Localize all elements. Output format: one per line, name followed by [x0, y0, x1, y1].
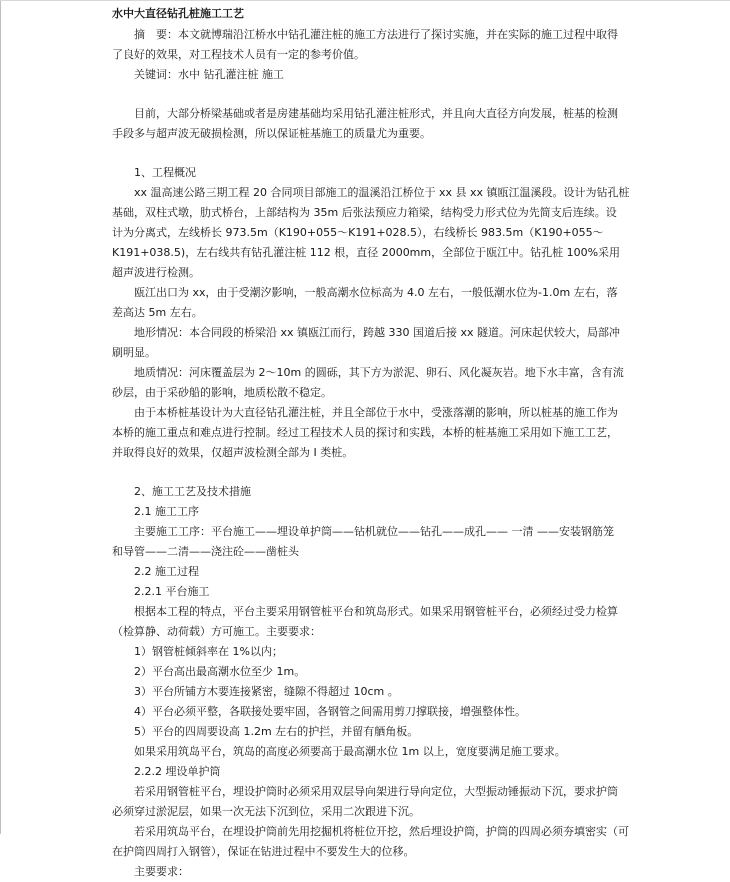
- paragraph-line: （检算静、动荷载）方可施工。主要要求：: [112, 625, 321, 638]
- intro-paragraph-line: 目前，大部分桥梁基础或者是房建基础均采用钻孔灌注桩形式，并且向大直径方向发展，桩基的检测: [134, 107, 618, 120]
- abstract-line: 摘 要：本文就博瑞沿江桥水中钻孔灌注桩的施工方法进行了探讨实施，并在实际的施工过程中取得: [134, 28, 618, 41]
- keywords: 关键词：水中 钻孔灌注桩 施工: [134, 68, 284, 81]
- paragraph-line: 若采用钢管桩平台，埋设护筒时必须采用双层导向架进行导向定位，大型振动锤振动下沉，要求护筒: [134, 785, 618, 798]
- intro-paragraph-line: 手段多与超声波无破损检测，所以保证桩基施工的质量尤为重要。: [112, 127, 431, 140]
- paragraph-line: 如果采用筑岛平台，筑岛的高度必须要高于最高潮水位 1m 以上，宽度要满足施工要求。: [134, 745, 566, 758]
- paragraph-line: 基础，双柱式墩，肋式桥台，上部结构为 35m 后张法预应力箱梁，结构受力形式位为先简支后连续。设: [112, 206, 617, 219]
- subsection-heading: 2.2.2 埋设单护筒: [134, 765, 221, 778]
- subsection-heading: 2.2.1 平台施工: [134, 585, 210, 598]
- paragraph-line: 根据本工程的特点，平台主要采用钢管桩平台和筑岛形式。如果采用钢管桩平台，必须经过受力检算: [134, 605, 618, 618]
- document-title: 水中大直径钻孔桩施工工艺: [112, 7, 244, 20]
- spacer: [112, 85, 702, 104]
- section-heading: 2、施工工艺及技术措施: [134, 485, 251, 498]
- subsection-heading: 2.2 施工过程: [134, 565, 199, 578]
- spacer: [112, 144, 702, 163]
- paragraph-line: 地形情况：本合同段的桥梁沿 xx 镇瓯江而行，跨越 330 国道后接 xx 隧道。河床起伏较大，局部冲: [134, 326, 621, 339]
- paragraph-line: xx 温高速公路三期工程 20 合同项目部施工的温溪沿江桥位于 xx 县 xx 镇瓯江温溪段。设计为钻孔桩: [134, 186, 630, 199]
- list-item: 3）平台所铺方木要连接紧密，缝隙不得超过 10cm 。: [134, 685, 399, 698]
- paragraph-line: 刷明显。: [112, 346, 156, 359]
- paragraph-line: 瓯江出口为 xx，由于受潮汐影响，一般高潮水位标高为 4.0 左右，一般低潮水位为-1.0m 左右，落: [134, 286, 618, 299]
- list-item: 4）平台必须平整，各联接处要牢固，各钢管之间需用剪刀撑联接，增强整体性。: [134, 705, 526, 718]
- paragraph-line: 和导管——二清——浇注砼——凿桩头: [112, 545, 299, 558]
- subsection-heading: 2.1 施工工序: [134, 505, 199, 518]
- document-body: [112, 4, 702, 882]
- page-top-border: [0, 0, 730, 1]
- page-left-border: [0, 0, 1, 834]
- paragraph-line: 在护筒四周打入钢管），保证在钻进过程中不要发生大的位移。: [112, 845, 415, 858]
- list-item: 1）钢管桩倾斜率在 1%以内；: [134, 645, 283, 658]
- paragraph-line: 超声波进行检测。: [112, 266, 200, 279]
- paragraph-line: 地质情况：河床覆盖层为 2～10m 的圆砾，其下方为淤泥、卵石、风化凝灰岩。地下水丰富，含有流: [134, 366, 624, 379]
- paragraph-line: 主要施工工序：平台施工——埋设单护筒——钻机就位——钻孔——成孔—— 一清 ——安装钢筋笼: [134, 525, 614, 538]
- paragraph-line: 必须穿过淤泥层，如果一次无法下沉到位，采用二次跟进下沉。: [112, 805, 420, 818]
- list-item: 2）平台高出最高潮水位至少 1m。: [134, 665, 306, 678]
- paragraph-line: 计为分离式，左线桥长 973.5m（K190+055～K191+028.5），右线桥长 983.5m（K190+055～: [112, 226, 604, 239]
- spacer: [112, 463, 702, 482]
- paragraph-line: 若采用筑岛平台，在埋设护筒前先用挖掘机将桩位开挖，然后埋设护筒，护筒的四周必须夯填密实（可: [134, 825, 629, 838]
- paragraph-line: 并取得良好的效果，仅超声波检测全部为 I 类桩。: [112, 446, 354, 459]
- paragraph-line: 主要要求：: [134, 865, 189, 878]
- paragraph-line: 由于本桥桩基设计为大直径钻孔灌注桩，并且全部位于水中，受涨落潮的影响，所以桩基的施工作为: [134, 406, 618, 419]
- section-heading: 1、工程概况: [134, 166, 196, 179]
- abstract-line: 了良好的效果，对工程技术人员有一定的参考价值。: [112, 48, 365, 61]
- paragraph-line: 砂层，由于采砂船的影响，地质松散不稳定。: [112, 386, 332, 399]
- paragraph-line: K191+038.5)，左右线共有钻孔灌注桩 112 根，直径 2000mm，全部位于瓯江中。钻孔桩 100%采用: [112, 246, 621, 259]
- list-item: 5）平台的四周要设高 1.2m 左右的护拦，并留有舾角板。: [134, 725, 419, 738]
- paragraph-line: 本桥的施工重点和难点进行控制。经过工程技术人员的探讨和实践，本桥的桩基施工采用如下施工工艺，: [112, 426, 618, 439]
- paragraph-line: 差高达 5m 左右。: [112, 306, 203, 319]
